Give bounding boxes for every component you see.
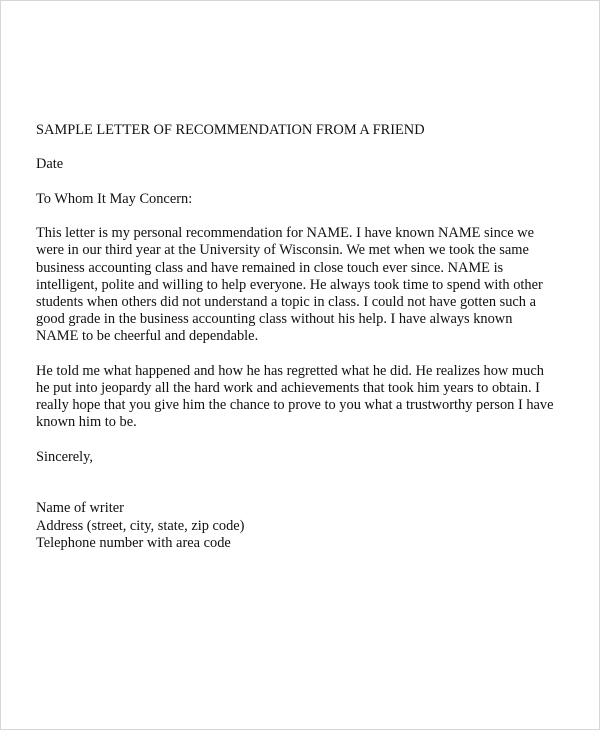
paragraph-line: known him to be.: [36, 414, 137, 431]
paragraph-line: good grade in the business accounting class without his help. I have always known: [36, 311, 513, 328]
writer-address: Address (street, city, state, zip code): [36, 517, 245, 534]
spacer: [36, 174, 571, 191]
paragraph-line: students when others did not understand a topic in class. I could not have gotten such a: [36, 293, 536, 310]
letter-title: SAMPLE LETTER OF RECOMMENDATION FROM A FRIEND: [36, 122, 425, 138]
signature-block: [36, 500, 571, 552]
paragraph-line: were in our third year at the University of Wisconsin. We met when we took the same: [36, 242, 529, 259]
spacer: [36, 466, 571, 500]
paragraph-line: business accounting class and have remained in close touch ever since. NAME is: [36, 259, 504, 276]
letter-salutation: To Whom It May Concern:: [36, 190, 193, 207]
paragraph-2: [36, 363, 571, 432]
spacer: [36, 346, 571, 363]
paragraph-line: he put into jeopardy all the hard work and achievements that took him years to obtain. I: [36, 379, 540, 396]
paragraph-line: NAME to be cheerful and dependable.: [36, 328, 259, 345]
spacer: [36, 208, 571, 225]
letter-body: [36, 122, 571, 552]
paragraph-line: This letter is my personal recommendation for NAME. I have known NAME since we: [36, 225, 534, 242]
spacer: [36, 139, 571, 156]
letter-closing: Sincerely,: [36, 448, 94, 465]
spacer: [36, 432, 571, 449]
paragraph-line: really hope that you give him the chance to prove to you what a trustworthy person I have: [36, 397, 554, 414]
writer-name: Name of writer: [36, 500, 124, 517]
paragraph-1: [36, 225, 571, 345]
writer-telephone: Telephone number with area code: [36, 534, 231, 551]
letter-date: Date: [36, 156, 64, 173]
paragraph-line: intelligent, polite and willing to help everyone. He always took time to spend with other: [36, 276, 543, 293]
paragraph-line: He told me what happened and how he has regretted what he did. He realizes how much: [36, 362, 544, 379]
